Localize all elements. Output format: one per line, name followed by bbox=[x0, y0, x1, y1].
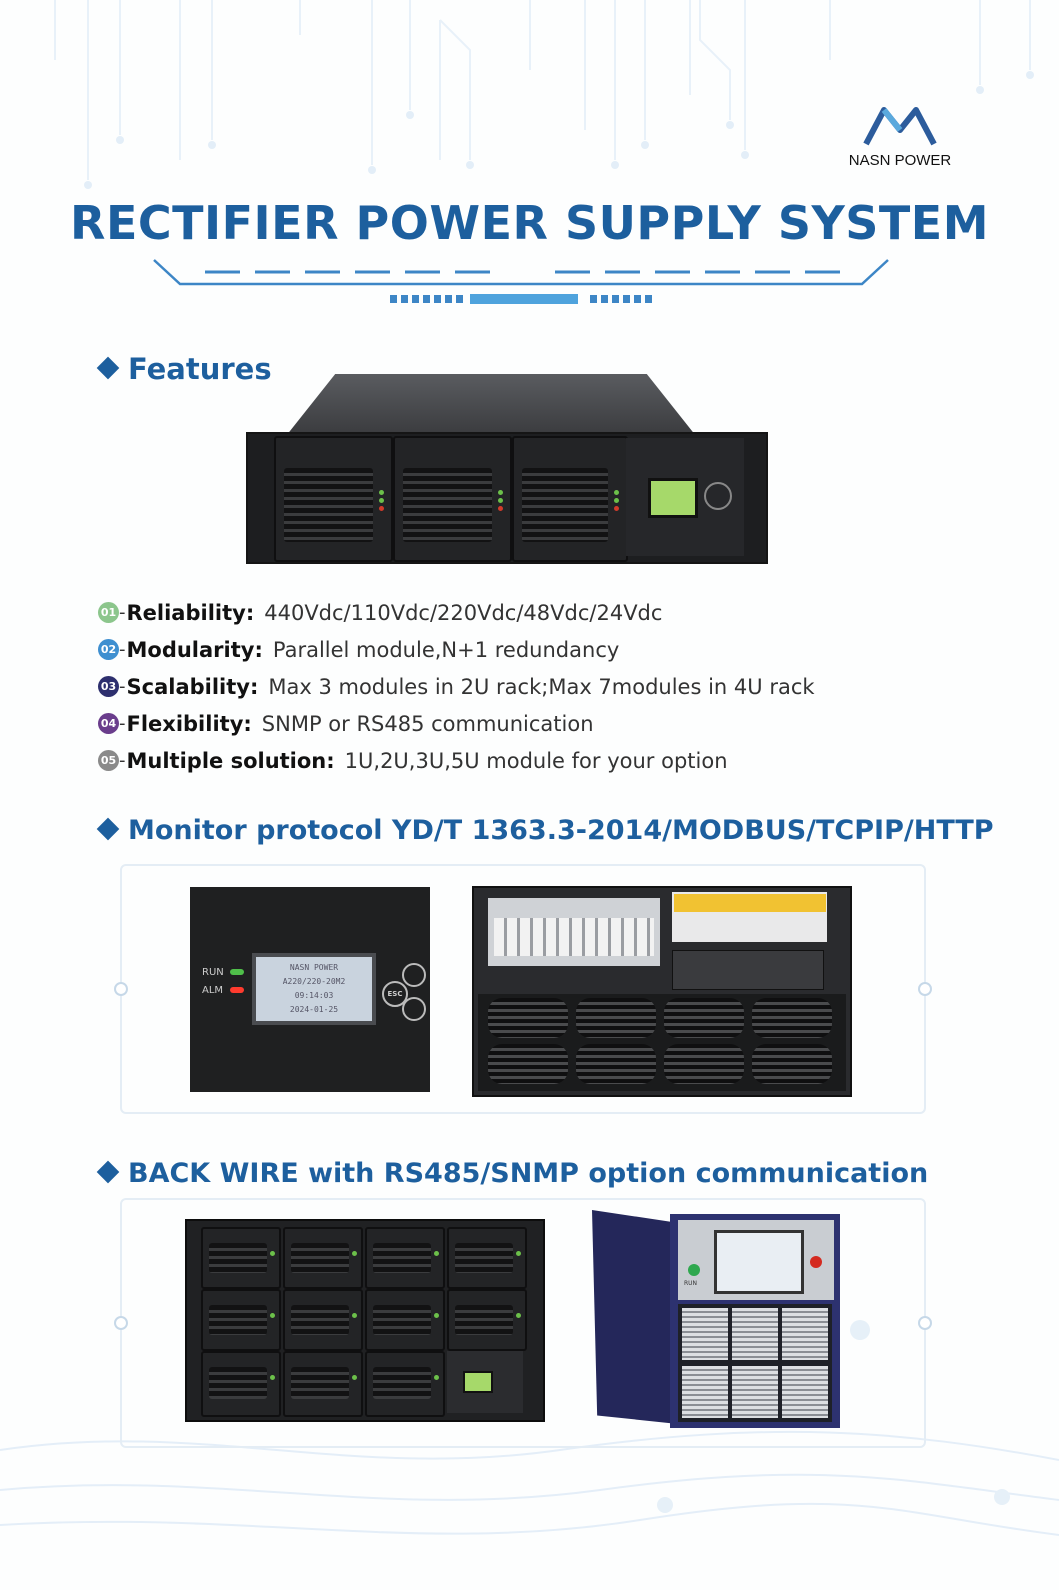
feature-number-badge: 02 bbox=[98, 639, 119, 660]
backwire-heading-text: BACK WIRE with RS485/SNMP option communication bbox=[128, 1158, 929, 1189]
feature-label: Multiple solution: bbox=[126, 748, 335, 773]
feature-item: 03 - Scalability: Max 3 modules in 2U rack;Max 7modules in 4U rack bbox=[98, 668, 815, 705]
lcd-line: NASN POWER bbox=[289, 963, 339, 972]
feature-value: 1U,2U,3U,5U module for your option bbox=[344, 748, 728, 773]
feature-label: Reliability: bbox=[126, 600, 255, 625]
page-title: RECTIFIER POWER SUPPLY SYSTEM bbox=[70, 196, 989, 250]
feature-number-badge: 04 bbox=[98, 713, 119, 734]
feature-label: Modularity: bbox=[126, 637, 263, 662]
title-underline-decoration bbox=[150, 258, 895, 308]
feature-value: Parallel module,N+1 redundancy bbox=[272, 637, 620, 662]
product-image-4u-rack-modules bbox=[185, 1219, 545, 1422]
feature-value: SNMP or RS485 communication bbox=[261, 711, 594, 736]
features-list bbox=[98, 594, 815, 779]
monitor-heading bbox=[100, 815, 994, 846]
panel-alm-label: ALM bbox=[202, 985, 224, 996]
lcd-line: A220/220-20M2 bbox=[282, 977, 346, 986]
backwire-heading bbox=[100, 1158, 928, 1189]
lcd-line: 2024-01-25 bbox=[289, 1005, 339, 1014]
feature-number-badge: 01 bbox=[98, 602, 119, 623]
cabinet-run-label: RUN bbox=[684, 1280, 698, 1287]
product-image-2u-rack bbox=[246, 374, 768, 564]
brand-name: NASN POWER bbox=[848, 152, 952, 169]
feature-number-badge: 03 bbox=[98, 676, 119, 697]
lcd-display bbox=[252, 953, 376, 1025]
feature-label: Scalability: bbox=[126, 674, 259, 699]
run-led bbox=[230, 969, 244, 975]
panel-run-label: RUN bbox=[202, 967, 224, 978]
feature-number-badge: 05 bbox=[98, 750, 119, 771]
diamond-bullet-icon bbox=[97, 817, 120, 840]
monitor-heading-text: Monitor protocol YD/T 1363.3-2014/MODBUS/TCPIP/HTTP bbox=[128, 815, 994, 846]
esc-key: ESC bbox=[382, 981, 408, 1007]
product-image-cabinet-breakers bbox=[472, 886, 852, 1097]
product-image-cabinet-3d bbox=[592, 1206, 844, 1428]
feature-item: 01 - Reliability: 440Vdc/110Vdc/220Vdc/48Vdc/24Vdc bbox=[98, 594, 815, 631]
feature-label: Flexibility: bbox=[126, 711, 252, 736]
lcd-line: 09:14:03 bbox=[294, 991, 334, 1000]
feature-item: 02 - Modularity: Parallel module,N+1 redundancy bbox=[98, 631, 815, 668]
feature-item: 04 - Flexibility: SNMP or RS485 communication bbox=[98, 705, 815, 742]
diamond-bullet-icon bbox=[97, 357, 120, 380]
logo-mark-icon bbox=[862, 106, 938, 146]
feature-value: 440Vdc/110Vdc/220Vdc/48Vdc/24Vdc bbox=[264, 600, 663, 625]
down-key bbox=[402, 997, 426, 1021]
diamond-bullet-icon bbox=[97, 1160, 120, 1183]
product-image-monitor-panel bbox=[190, 887, 430, 1092]
feature-item: 05 - Multiple solution: 1U,2U,3U,5U module for your option bbox=[98, 742, 815, 779]
feature-value: Max 3 modules in 2U rack;Max 7modules in 4U rack bbox=[268, 674, 815, 699]
features-heading-text: Features bbox=[128, 352, 272, 386]
alm-led bbox=[230, 987, 244, 993]
up-key bbox=[402, 963, 426, 987]
